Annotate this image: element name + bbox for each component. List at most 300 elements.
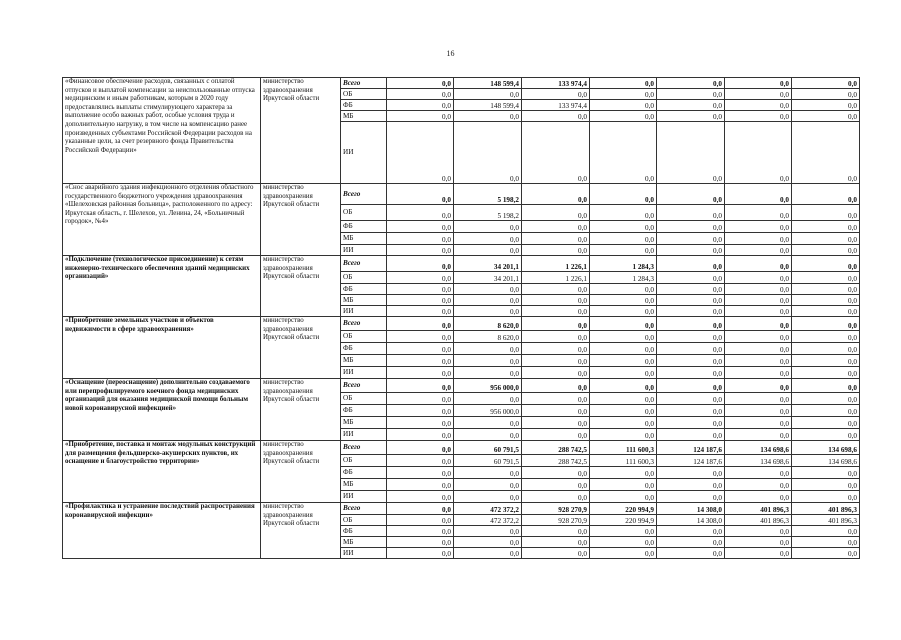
value-cell: 0,0 <box>387 367 454 379</box>
value-cell: 0,0 <box>387 272 454 284</box>
responsible-executor: министерство здравоохранения Иркутской области <box>261 503 341 559</box>
value-cell: 0,0 <box>387 245 454 256</box>
value-cell: 472 372,2 <box>454 515 522 526</box>
value-cell: 0,0 <box>454 111 522 122</box>
value-cell: 0,0 <box>725 89 792 100</box>
funding-source: ФБ <box>341 221 387 233</box>
table-row <box>63 78 860 89</box>
value-cell: 0,0 <box>387 89 454 100</box>
funding-source: ОБ <box>341 515 387 526</box>
activity-description: «Снос аварийного здания инфекционного отделения областного государственного бюджетного учреждения здравоохранения «Шелеховская районная больница», расположенного по адресу: Иркутская область, г. Шелехов, ул. Ленина, 24, «Больничный городок», №4» <box>63 184 261 256</box>
value-cell: 0,0 <box>387 537 454 548</box>
value-cell: 5 198,2 <box>454 184 522 205</box>
value-cell: 0,0 <box>454 89 522 100</box>
value-cell: 0,0 <box>387 331 454 343</box>
value-cell: 0,0 <box>657 317 725 331</box>
value-cell: 0,0 <box>590 184 657 205</box>
value-cell: 34 201,1 <box>454 256 522 272</box>
value-cell: 0,0 <box>792 355 860 367</box>
value-cell: 0,0 <box>454 343 522 355</box>
table-row <box>63 317 860 331</box>
value-cell: 0,0 <box>590 306 657 317</box>
value-cell: 0,0 <box>522 367 590 379</box>
value-cell: 0,0 <box>657 343 725 355</box>
value-cell: 111 600,3 <box>590 441 657 455</box>
value-cell: 0,0 <box>657 379 725 393</box>
value-cell: 0,0 <box>792 245 860 256</box>
value-cell: 220 994,9 <box>590 503 657 515</box>
value-cell: 0,0 <box>522 233 590 245</box>
activity-description: «Профилактика и устранение последствий распространения коронавирусной инфекции» <box>63 503 261 559</box>
value-cell: 0,0 <box>522 548 590 559</box>
value-cell: 0,0 <box>387 256 454 272</box>
value-cell: 956 000,0 <box>454 405 522 417</box>
value-cell: 0,0 <box>792 284 860 295</box>
value-cell: 0,0 <box>657 537 725 548</box>
funding-source: Всего <box>341 317 387 331</box>
value-cell: 0,0 <box>387 479 454 491</box>
value-cell: 148 599,4 <box>454 100 522 111</box>
value-cell: 124 187,6 <box>657 441 725 455</box>
funding-source: ИИ <box>341 245 387 256</box>
value-cell: 0,0 <box>387 317 454 331</box>
value-cell: 0,0 <box>522 429 590 441</box>
value-cell: 0,0 <box>590 379 657 393</box>
value-cell: 0,0 <box>657 491 725 503</box>
value-cell: 0,0 <box>590 355 657 367</box>
funding-source: МБ <box>341 537 387 548</box>
value-cell: 472 372,2 <box>454 503 522 515</box>
value-cell: 288 742,5 <box>522 441 590 455</box>
value-cell: 0,0 <box>792 306 860 317</box>
value-cell: 111 600,3 <box>590 455 657 467</box>
value-cell: 0,0 <box>657 367 725 379</box>
value-cell: 288 742,5 <box>522 455 590 467</box>
value-cell: 0,0 <box>522 467 590 479</box>
value-cell: 1 226,1 <box>522 272 590 284</box>
value-cell: 0,0 <box>792 100 860 111</box>
value-cell: 0,0 <box>792 429 860 441</box>
value-cell: 0,0 <box>792 111 860 122</box>
value-cell: 133 974,4 <box>522 78 590 89</box>
value-cell: 0,0 <box>725 405 792 417</box>
funding-source: ОБ <box>341 393 387 405</box>
value-cell: 5 198,2 <box>454 205 522 221</box>
value-cell: 0,0 <box>454 295 522 306</box>
value-cell: 8 620,0 <box>454 331 522 343</box>
funding-source: ОБ <box>341 272 387 284</box>
value-cell: 0,0 <box>725 548 792 559</box>
value-cell: 0,0 <box>522 537 590 548</box>
value-cell: 0,0 <box>387 515 454 526</box>
funding-source: ИИ <box>341 306 387 317</box>
value-cell: 0,0 <box>590 331 657 343</box>
value-cell: 0,0 <box>454 548 522 559</box>
funding-source: ОБ <box>341 205 387 221</box>
value-cell: 0,0 <box>792 122 860 184</box>
responsible-executor: министерство здравоохранения Иркутской области <box>261 379 341 441</box>
responsible-executor: министерство здравоохранения Иркутской области <box>261 184 341 256</box>
value-cell: 0,0 <box>792 526 860 537</box>
table-row <box>63 379 860 393</box>
value-cell: 0,0 <box>725 245 792 256</box>
value-cell: 0,0 <box>590 245 657 256</box>
value-cell: 60 791,5 <box>454 441 522 455</box>
value-cell: 0,0 <box>454 467 522 479</box>
value-cell: 0,0 <box>657 331 725 343</box>
funding-source: МБ <box>341 417 387 429</box>
value-cell: 0,0 <box>657 548 725 559</box>
value-cell: 0,0 <box>792 367 860 379</box>
value-cell: 0,0 <box>725 526 792 537</box>
value-cell: 0,0 <box>725 537 792 548</box>
value-cell: 0,0 <box>387 441 454 455</box>
responsible-executor: министерство здравоохранения Иркутской области <box>261 78 341 184</box>
value-cell: 134 698,6 <box>792 455 860 467</box>
value-cell: 0,0 <box>657 122 725 184</box>
value-cell: 0,0 <box>454 491 522 503</box>
value-cell: 0,0 <box>454 355 522 367</box>
value-cell: 0,0 <box>522 122 590 184</box>
funding-source: Всего <box>341 184 387 205</box>
value-cell: 0,0 <box>590 405 657 417</box>
value-cell: 0,0 <box>454 122 522 184</box>
value-cell: 0,0 <box>725 491 792 503</box>
value-cell: 14 308,0 <box>657 503 725 515</box>
value-cell: 0,0 <box>725 295 792 306</box>
value-cell: 124 187,6 <box>657 455 725 467</box>
value-cell: 0,0 <box>725 184 792 205</box>
value-cell: 0,0 <box>792 256 860 272</box>
funding-source: ОБ <box>341 331 387 343</box>
value-cell: 60 791,5 <box>454 455 522 467</box>
value-cell: 0,0 <box>387 526 454 537</box>
funding-source: ФБ <box>341 284 387 295</box>
value-cell: 0,0 <box>590 284 657 295</box>
value-cell: 0,0 <box>657 306 725 317</box>
value-cell: 0,0 <box>725 343 792 355</box>
value-cell: 0,0 <box>657 111 725 122</box>
value-cell: 0,0 <box>522 405 590 417</box>
value-cell: 0,0 <box>454 284 522 295</box>
value-cell: 0,0 <box>725 429 792 441</box>
budget-table <box>62 77 860 559</box>
funding-source: ОБ <box>341 89 387 100</box>
value-cell: 0,0 <box>792 467 860 479</box>
table-row <box>63 184 860 205</box>
value-cell: 0,0 <box>725 306 792 317</box>
value-cell: 0,0 <box>522 317 590 331</box>
value-cell: 0,0 <box>725 417 792 429</box>
value-cell: 401 896,3 <box>792 515 860 526</box>
value-cell: 0,0 <box>387 343 454 355</box>
value-cell: 0,0 <box>657 526 725 537</box>
value-cell: 1 284,3 <box>590 272 657 284</box>
value-cell: 0,0 <box>590 526 657 537</box>
value-cell: 956 000,0 <box>454 379 522 393</box>
value-cell: 0,0 <box>657 479 725 491</box>
value-cell: 0,0 <box>522 284 590 295</box>
value-cell: 0,0 <box>387 205 454 221</box>
funding-source: Всего <box>341 78 387 89</box>
value-cell: 0,0 <box>387 503 454 515</box>
value-cell: 0,0 <box>590 221 657 233</box>
value-cell: 0,0 <box>657 393 725 405</box>
value-cell: 148 599,4 <box>454 78 522 89</box>
funding-source: Всего <box>341 441 387 455</box>
value-cell: 0,0 <box>454 526 522 537</box>
value-cell: 0,0 <box>725 272 792 284</box>
value-cell: 8 620,0 <box>454 317 522 331</box>
value-cell: 0,0 <box>454 537 522 548</box>
value-cell: 0,0 <box>657 221 725 233</box>
funding-source: Всего <box>341 503 387 515</box>
table-row <box>63 441 860 455</box>
value-cell: 0,0 <box>522 184 590 205</box>
value-cell: 1 226,1 <box>522 256 590 272</box>
value-cell: 0,0 <box>792 205 860 221</box>
value-cell: 0,0 <box>657 100 725 111</box>
value-cell: 0,0 <box>454 429 522 441</box>
value-cell: 220 994,9 <box>590 515 657 526</box>
value-cell: 0,0 <box>590 393 657 405</box>
value-cell: 1 284,3 <box>590 256 657 272</box>
value-cell: 0,0 <box>725 393 792 405</box>
value-cell: 0,0 <box>792 479 860 491</box>
value-cell: 134 698,6 <box>725 455 792 467</box>
value-cell: 0,0 <box>792 233 860 245</box>
value-cell: 133 974,4 <box>522 100 590 111</box>
funding-source: МБ <box>341 479 387 491</box>
value-cell: 0,0 <box>792 537 860 548</box>
value-cell: 0,0 <box>387 100 454 111</box>
value-cell: 0,0 <box>387 284 454 295</box>
value-cell: 0,0 <box>657 355 725 367</box>
value-cell: 0,0 <box>792 272 860 284</box>
value-cell: 0,0 <box>522 479 590 491</box>
funding-source: ФБ <box>341 467 387 479</box>
value-cell: 0,0 <box>725 205 792 221</box>
value-cell: 0,0 <box>725 78 792 89</box>
value-cell: 0,0 <box>657 429 725 441</box>
value-cell: 0,0 <box>590 548 657 559</box>
funding-source: ИИ <box>341 491 387 503</box>
value-cell: 0,0 <box>792 417 860 429</box>
value-cell: 0,0 <box>657 272 725 284</box>
value-cell: 0,0 <box>387 184 454 205</box>
value-cell: 0,0 <box>657 417 725 429</box>
value-cell: 401 896,3 <box>792 503 860 515</box>
value-cell: 0,0 <box>657 284 725 295</box>
value-cell: 0,0 <box>522 526 590 537</box>
value-cell: 0,0 <box>725 317 792 331</box>
funding-source: ИИ <box>341 367 387 379</box>
value-cell: 0,0 <box>657 78 725 89</box>
value-cell: 0,0 <box>792 184 860 205</box>
value-cell: 0,0 <box>454 393 522 405</box>
value-cell: 0,0 <box>387 111 454 122</box>
value-cell: 0,0 <box>454 233 522 245</box>
value-cell: 0,0 <box>792 221 860 233</box>
value-cell: 0,0 <box>454 417 522 429</box>
value-cell: 0,0 <box>792 295 860 306</box>
value-cell: 0,0 <box>454 221 522 233</box>
funding-source: ФБ <box>341 100 387 111</box>
value-cell: 0,0 <box>522 331 590 343</box>
value-cell: 0,0 <box>522 343 590 355</box>
value-cell: 0,0 <box>387 306 454 317</box>
value-cell: 0,0 <box>725 467 792 479</box>
value-cell: 0,0 <box>657 184 725 205</box>
value-cell: 0,0 <box>590 89 657 100</box>
responsible-executor: министерство здравоохранения Иркутской области <box>261 441 341 503</box>
value-cell: 0,0 <box>725 100 792 111</box>
value-cell: 0,0 <box>522 417 590 429</box>
value-cell: 0,0 <box>657 233 725 245</box>
funding-source: МБ <box>341 233 387 245</box>
value-cell: 0,0 <box>792 548 860 559</box>
value-cell: 0,0 <box>725 256 792 272</box>
value-cell: 0,0 <box>590 317 657 331</box>
value-cell: 0,0 <box>590 537 657 548</box>
activity-description: «Приобретение, поставка и монтаж модульных конструкций для размещения фельдшерско-акушерских пунктов, их оснащение и благоустройство территории» <box>63 441 261 503</box>
value-cell: 0,0 <box>522 306 590 317</box>
value-cell: 134 698,6 <box>792 441 860 455</box>
value-cell: 0,0 <box>590 343 657 355</box>
funding-source: Всего <box>341 379 387 393</box>
value-cell: 0,0 <box>590 467 657 479</box>
value-cell: 0,0 <box>590 78 657 89</box>
value-cell: 0,0 <box>590 122 657 184</box>
value-cell: 0,0 <box>387 355 454 367</box>
value-cell: 0,0 <box>657 205 725 221</box>
value-cell: 0,0 <box>792 89 860 100</box>
value-cell: 0,0 <box>657 295 725 306</box>
value-cell: 0,0 <box>725 355 792 367</box>
funding-source: МБ <box>341 111 387 122</box>
funding-source: ОБ <box>341 455 387 467</box>
value-cell: 0,0 <box>725 233 792 245</box>
value-cell: 0,0 <box>387 405 454 417</box>
value-cell: 0,0 <box>725 111 792 122</box>
value-cell: 0,0 <box>792 393 860 405</box>
value-cell: 0,0 <box>522 245 590 256</box>
value-cell: 0,0 <box>725 479 792 491</box>
value-cell: 0,0 <box>590 111 657 122</box>
value-cell: 0,0 <box>725 331 792 343</box>
value-cell: 0,0 <box>522 355 590 367</box>
value-cell: 0,0 <box>522 205 590 221</box>
value-cell: 0,0 <box>387 233 454 245</box>
value-cell: 0,0 <box>387 467 454 479</box>
value-cell: 0,0 <box>792 343 860 355</box>
value-cell: 0,0 <box>725 367 792 379</box>
value-cell: 0,0 <box>590 491 657 503</box>
value-cell: 0,0 <box>522 491 590 503</box>
value-cell: 0,0 <box>792 317 860 331</box>
value-cell: 0,0 <box>590 367 657 379</box>
value-cell: 0,0 <box>387 429 454 441</box>
value-cell: 0,0 <box>657 89 725 100</box>
value-cell: 0,0 <box>792 78 860 89</box>
responsible-executor: министерство здравоохранения Иркутской области <box>261 317 341 379</box>
funding-source: МБ <box>341 295 387 306</box>
value-cell: 0,0 <box>792 379 860 393</box>
value-cell: 0,0 <box>387 221 454 233</box>
activity-description: «Подключение (технологическое присоединение) к сетям инженерно-технического обеспечения зданий медицинских организаций» <box>63 256 261 317</box>
value-cell: 0,0 <box>725 122 792 184</box>
table-row <box>63 503 860 515</box>
value-cell: 34 201,1 <box>454 272 522 284</box>
activity-description: «Оснащение (переоснащение) дополнительно создаваемого или перепрофилируемого коечного фонда медицинских организаций для оказания медицинской помощи больным новой коронавирусной инфекцией» <box>63 379 261 441</box>
value-cell: 0,0 <box>387 393 454 405</box>
value-cell: 0,0 <box>657 467 725 479</box>
value-cell: 0,0 <box>522 111 590 122</box>
funding-source: ИИ <box>341 548 387 559</box>
value-cell: 0,0 <box>657 245 725 256</box>
value-cell: 0,0 <box>387 455 454 467</box>
value-cell: 0,0 <box>387 491 454 503</box>
value-cell: 0,0 <box>387 122 454 184</box>
value-cell: 0,0 <box>522 379 590 393</box>
table-row <box>63 256 860 272</box>
funding-source: ФБ <box>341 343 387 355</box>
funding-source: МБ <box>341 355 387 367</box>
activity-description: «Приобретение земельных участков и объектов недвижимости в сфере здравоохранения» <box>63 317 261 379</box>
responsible-executor: министерство здравоохранения Иркутской области <box>261 256 341 317</box>
value-cell: 134 698,6 <box>725 441 792 455</box>
value-cell: 0,0 <box>725 221 792 233</box>
value-cell: 0,0 <box>792 331 860 343</box>
value-cell: 0,0 <box>590 205 657 221</box>
funding-source: ИИ <box>341 429 387 441</box>
value-cell: 0,0 <box>657 256 725 272</box>
value-cell: 0,0 <box>725 379 792 393</box>
value-cell: 0,0 <box>590 233 657 245</box>
value-cell: 401 896,3 <box>725 515 792 526</box>
value-cell: 0,0 <box>522 295 590 306</box>
value-cell: 0,0 <box>792 405 860 417</box>
value-cell: 0,0 <box>522 393 590 405</box>
value-cell: 0,0 <box>387 548 454 559</box>
funding-source: ФБ <box>341 405 387 417</box>
value-cell: 0,0 <box>590 417 657 429</box>
funding-source: Всего <box>341 256 387 272</box>
value-cell: 0,0 <box>454 367 522 379</box>
value-cell: 0,0 <box>387 295 454 306</box>
value-cell: 0,0 <box>725 284 792 295</box>
activity-description: «Финансовое обеспечение расходов, связанных с оплатой отпусков и выплатой компенсации за неиспользованные отпуска медицинским и иным работникам, которым в 2020 году предоставлялись выплаты стимулирующего характера за выполнение особо важных работ, особые условия труда и дополнительную нагрузку, в том числе на компенсацию ранее произведенных субъектами Российской Федерации расходов на указанные цели, за счет резервного фонда Правительства Российской Федерации» <box>63 78 261 184</box>
page-number: 16 <box>446 49 455 58</box>
value-cell: 0,0 <box>454 245 522 256</box>
value-cell: 0,0 <box>387 417 454 429</box>
value-cell: 0,0 <box>657 405 725 417</box>
value-cell: 14 308,0 <box>657 515 725 526</box>
value-cell: 0,0 <box>454 479 522 491</box>
value-cell: 0,0 <box>590 429 657 441</box>
value-cell: 0,0 <box>454 306 522 317</box>
funding-source: ИИ <box>341 122 387 184</box>
value-cell: 928 270,9 <box>522 515 590 526</box>
value-cell: 0,0 <box>792 491 860 503</box>
value-cell: 0,0 <box>590 100 657 111</box>
value-cell: 0,0 <box>387 379 454 393</box>
value-cell: 0,0 <box>590 479 657 491</box>
value-cell: 0,0 <box>522 89 590 100</box>
value-cell: 401 896,3 <box>725 503 792 515</box>
value-cell: 0,0 <box>522 221 590 233</box>
funding-source: ФБ <box>341 526 387 537</box>
